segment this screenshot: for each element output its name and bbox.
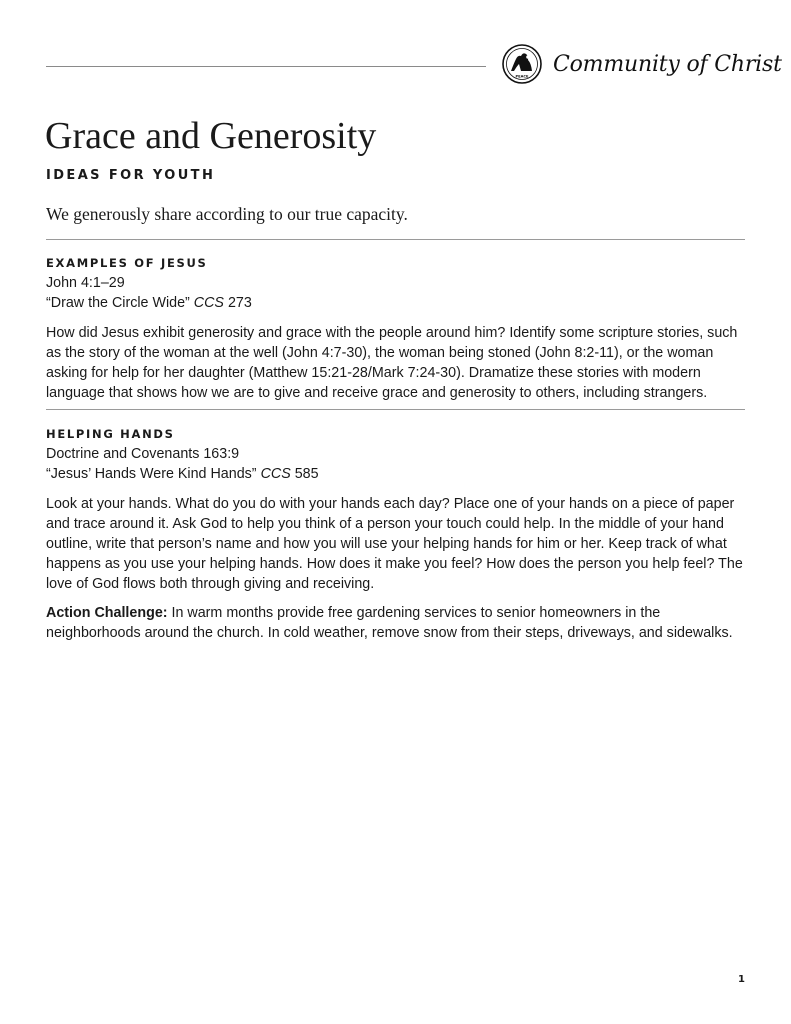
section-heading: EXAMPLES OF JESUS [46, 256, 208, 270]
hymn-number: 273 [223, 295, 252, 311]
action-challenge-text: In warm months provide free gardening services to senior homeowners in the neighborhoods around the church. In cold weather, remove snow from their steps, driveways, and sidewalks. [46, 605, 733, 641]
hymn-reference [46, 293, 746, 313]
page-subtitle: IDEAS FOR YOUTH [46, 168, 216, 183]
section-body: Look at your hands. What do you do with your hands each day? Place one of your hands on a piece of paper and trace around it. Ask God to help you think of a person your touch could help. In the middle of your hand outline, write that person’s name and how you will use your helping hands for him or her. Keep track of what happens as you use your helping hands. How does it make you feel? How does the person you help feel? The love of God flows both through giving and receiving. [46, 496, 743, 592]
section-divider [46, 409, 745, 410]
seal-label: PEACE [515, 74, 529, 79]
community-of-christ-logo [502, 44, 782, 84]
section-examples-of-jesus [46, 255, 746, 403]
page-title: Grace and Generosity [45, 115, 377, 157]
hymnal-abbrev: CCS [260, 466, 291, 482]
scripture-reference: John 4:1–29 [46, 275, 125, 291]
hymn-reference [46, 464, 746, 484]
page-number: 1 [738, 974, 745, 985]
tagline: We generously share according to our true capacity. [46, 204, 408, 224]
hymn-title: “Draw the Circle Wide” [46, 295, 190, 311]
section-divider [46, 239, 745, 240]
section-body: How did Jesus exhibit generosity and grace with the people around him? Identify some scripture stories, such as the story of the woman at the well (John 4:7-30), the woman being stoned (John 8:2-11), or the woman asking for help for her daughter (Matthew 15:21-28/Mark 7:24-30). Dramatize these stories with modern language that shows how we are to give and receive grace and generosity to others, including strangers. [46, 325, 738, 401]
header-divider [46, 66, 486, 67]
hymn-title: “Jesus’ Hands Were Kind Hands” [46, 466, 257, 482]
section-helping-hands [46, 426, 746, 643]
logo-wordmark: Community of Christ [553, 51, 782, 77]
hymn-number: 585 [290, 466, 319, 482]
section-heading: HELPING HANDS [46, 427, 175, 441]
action-challenge [46, 603, 746, 643]
scripture-reference: Doctrine and Covenants 163:9 [46, 446, 240, 462]
hymnal-abbrev: CCS [193, 295, 224, 311]
seal-icon [502, 44, 542, 84]
action-challenge-label: Action Challenge: [46, 605, 168, 621]
